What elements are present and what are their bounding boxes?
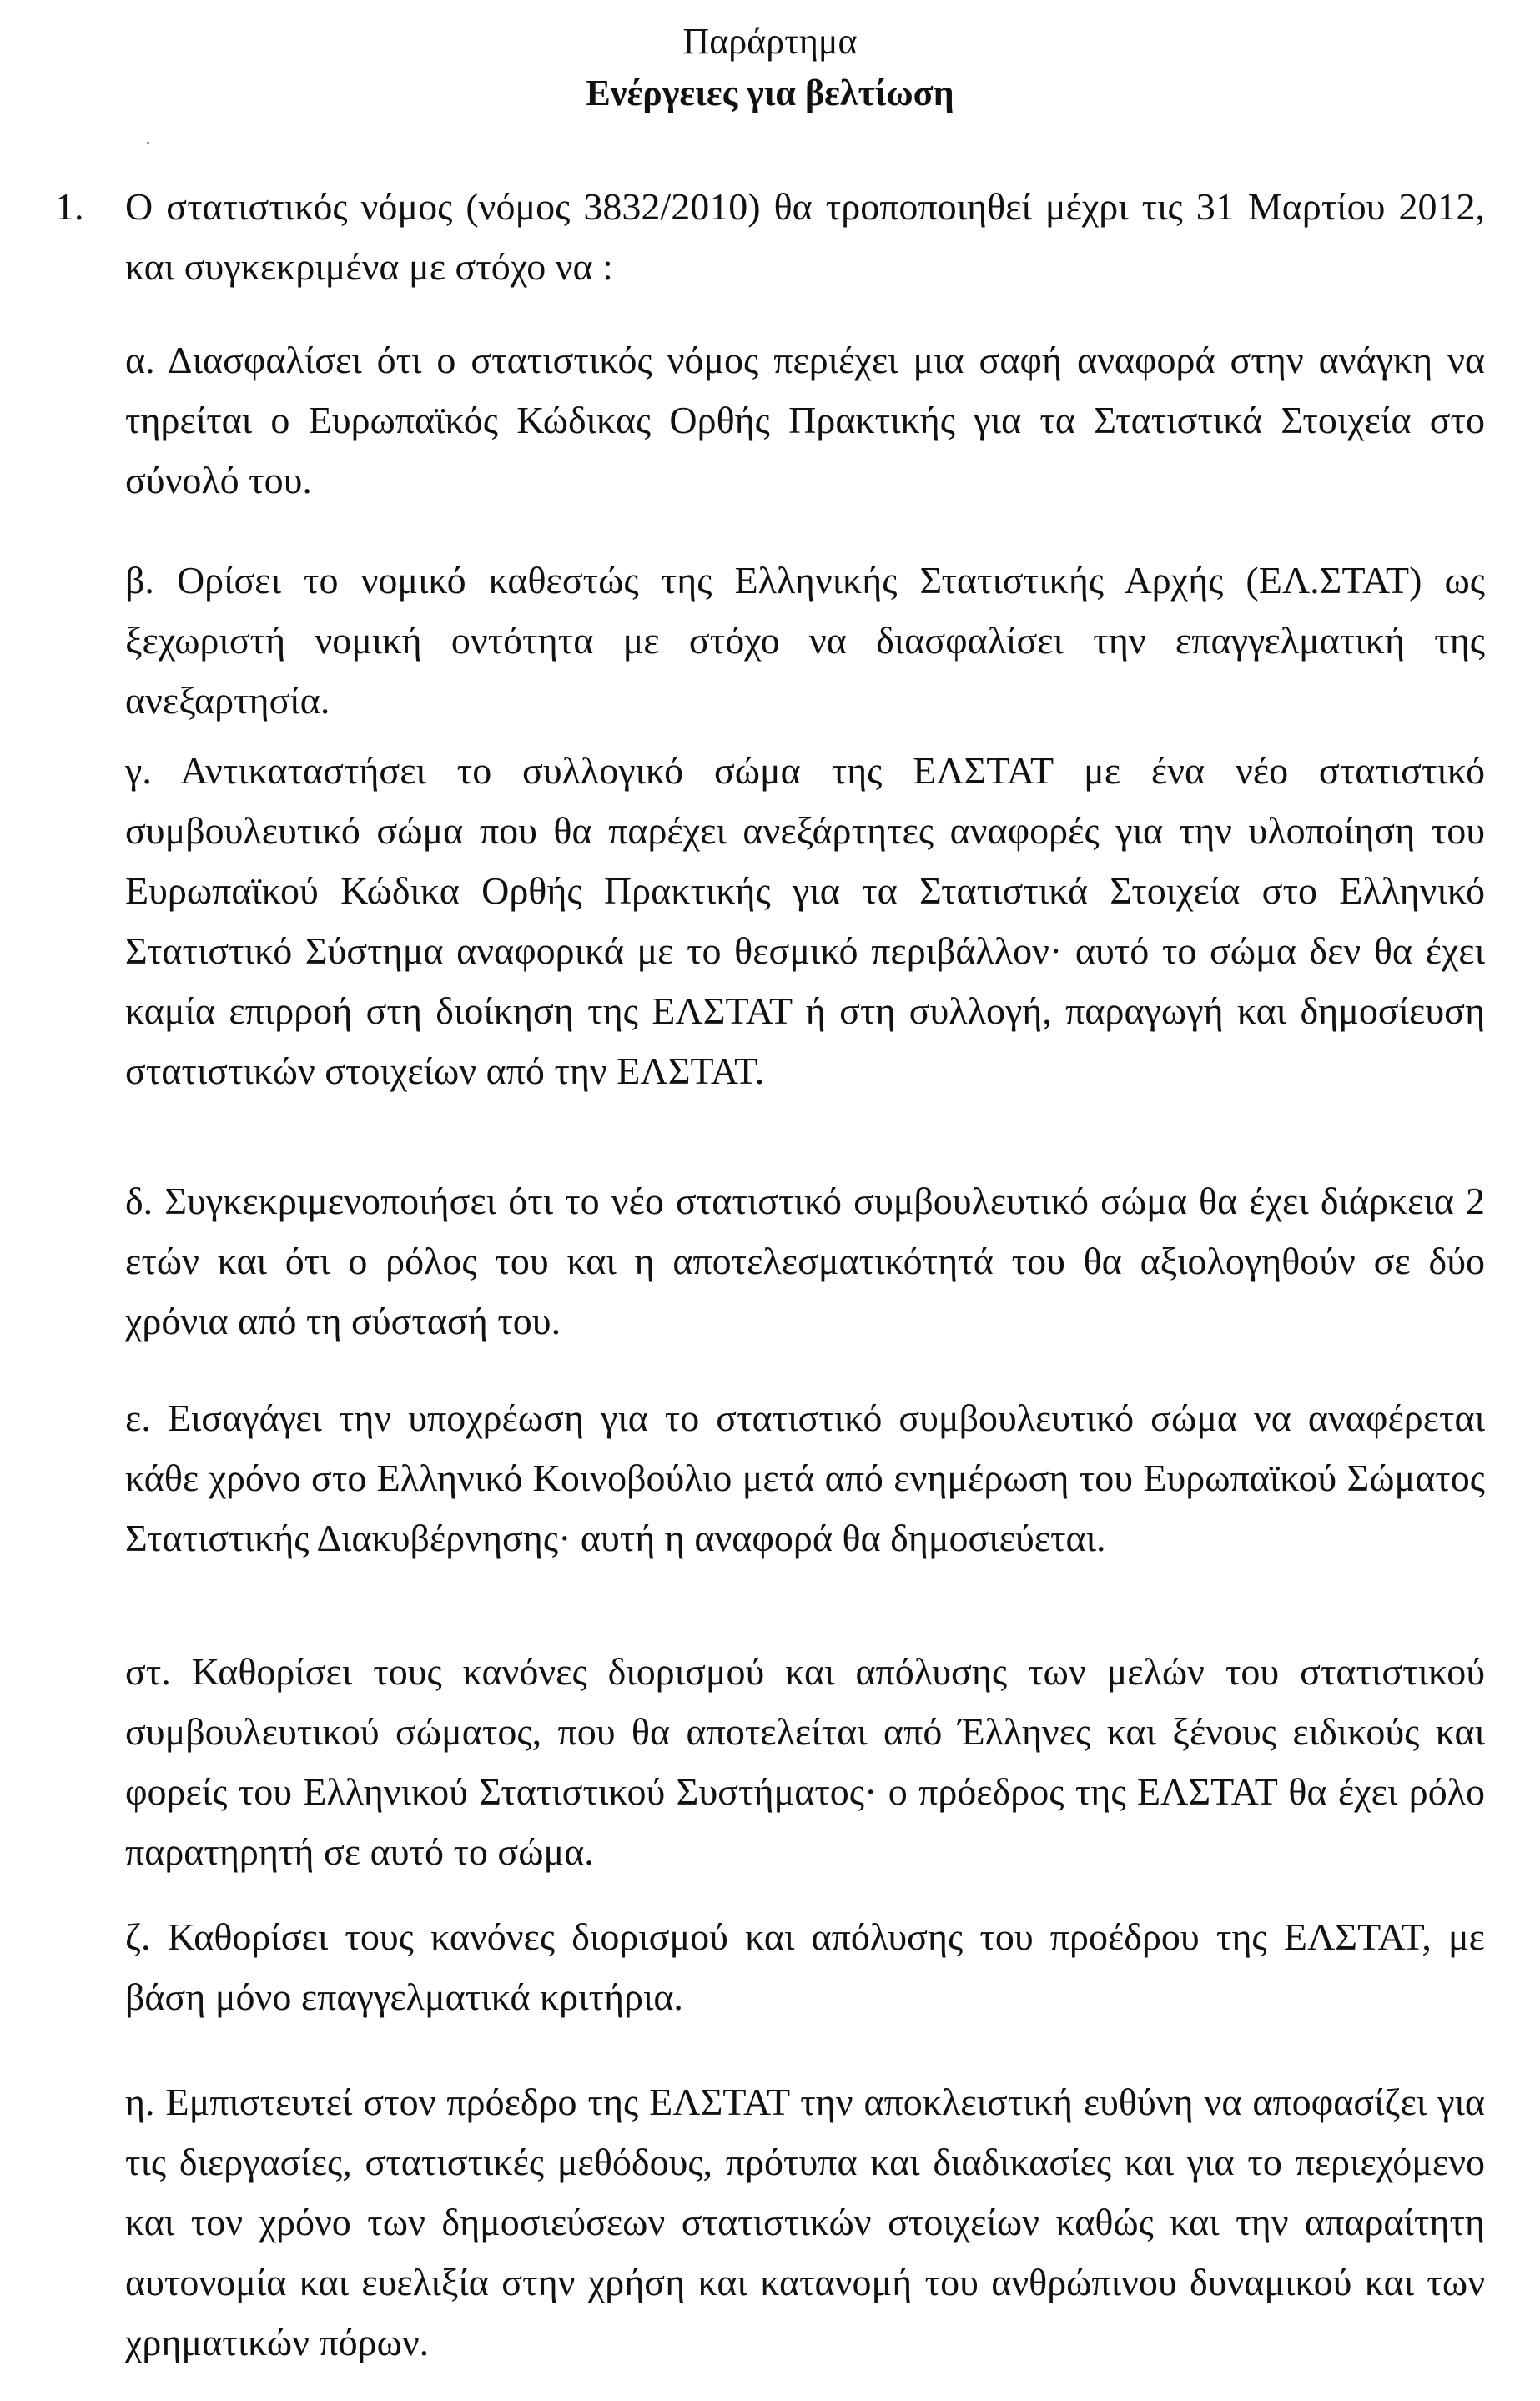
paragraph-text: Καθορίσει τους κανόνες διορισμού και απόλυσης του προέδρου της ΕΛΣΤΑΤ, με βάση μόνο επαγγελματικά κριτήρια. bbox=[125, 1915, 1486, 2018]
annex-subtitle: Ενέργειες για βελτίωση bbox=[586, 73, 954, 113]
paragraph-label: ε. bbox=[125, 1397, 151, 1439]
paragraph-delta bbox=[125, 1171, 1485, 1352]
paragraph-label: δ. bbox=[125, 1180, 153, 1222]
paragraph-gamma bbox=[125, 741, 1485, 1101]
paragraph-text: Εισαγάγει την υποχρέωση για το στατιστικό συμβουλευτικό σώμα να αναφέρεται κάθε χρόνο στο Ελληνικό Κοινοβούλιο μετά από ενημέρωση του Ευρωπαϊκού Σώματος Στατιστικής Διακυβέρνησης· αυτή η αναφορά θα δημοσιεύεται. bbox=[125, 1397, 1485, 1559]
scan-speck bbox=[147, 142, 149, 144]
paragraph-text: Αντικαταστήσει το συλλογικό σώμα της ΕΛΣΤΑΤ με ένα νέο στατιστικό συμβουλευτικό σώμα που θα παρέχει ανεξάρτητες αναφορές για την υλοποίηση του Ευρωπαϊκού Κώδικα Ορθής Πρακτικής για τα Στατιστικά Στοιχεία στο Ελληνικό Στατιστικό Σύστημα αναφορικά με το θεσμικό περιβάλλον· αυτό το σώμα δεν θα έχει καμία επιρροή στη διοίκηση της ΕΛΣΤΑΤ ή στη συλλογή, παραγωγή και δημοσίευση στατιστικών στοιχείων από την ΕΛΣΤΑΤ. bbox=[125, 749, 1486, 1092]
paragraph-text: Διασφαλίσει ότι ο στατιστικός νόμος περιέχει μια σαφή αναφορά στην ανάγκη να τηρείται ο Ευρωπαϊκός Κώδικας Ορθής Πρακτικής για τα Στατιστικά Στοιχεία στο σύνολό του. bbox=[125, 339, 1485, 501]
paragraph-text: Συγκεκριμενοποιήσει ότι το νέο στατιστικό συμβουλευτικό σώμα θα έχει διάρκεια 2 ετών και ότι ο ρόλος του και η αποτελεσματικότητά του θα αξιολογηθούν σε δύο χρόνια από τη σύστασή του. bbox=[125, 1180, 1486, 1342]
paragraph-stigma bbox=[125, 1642, 1485, 1882]
paragraph-label: ζ. bbox=[125, 1915, 151, 1958]
paragraph-zeta bbox=[125, 1907, 1485, 2027]
paragraph-label: γ. bbox=[125, 749, 152, 792]
paragraph-eta bbox=[125, 2072, 1485, 2373]
paragraph-label: α. bbox=[125, 339, 155, 381]
paragraph-beta bbox=[125, 551, 1485, 731]
paragraph-text: Ορίσει το νομικό καθεστώς της Ελληνικής Στατιστικής Αρχής (ΕΛ.ΣΤΑΤ) ως ξεχωριστή νομική οντότητα με στόχο να διασφαλίσει την επαγγελματική της ανεξαρτησία. bbox=[125, 559, 1485, 722]
paragraph-label: στ. bbox=[125, 1650, 171, 1693]
paragraph-label: η. bbox=[125, 2081, 155, 2123]
paragraph-text: Εμπιστευτεί στον πρόεδρο της ΕΛΣΤΑΤ την αποκλειστική ευθύνη να αποφασίζει για τις διεργασίες, στατιστικές μεθόδους, πρότυπα και διαδικασίες και για το περιεχόμενο και τον χρόνο των δημοσιεύσεων στατιστικών στοιχείων καθώς και την απαραίτητη αυτονομία και ευελιξία στην χρήση και κατανομή του ανθρώπινου δυναμικού και των χρηματικών πόρων. bbox=[125, 2081, 1485, 2363]
paragraph-label: β. bbox=[125, 559, 154, 602]
item-number: 1. bbox=[55, 185, 84, 228]
item-intro: Ο στατιστικός νόμος (νόμος 3832/2010) θα τροποποιηθεί μέχρι τις 31 Μαρτίου 2012, και συγκεκριμένα με στόχο να : bbox=[125, 185, 1485, 288]
paragraph-epsilon bbox=[125, 1388, 1485, 1568]
annex-title: Παράρτημα bbox=[682, 21, 858, 62]
paragraph-alpha bbox=[125, 330, 1485, 511]
paragraph-text: Καθορίσει τους κανόνες διορισμού και απόλυσης των μελών του στατιστικού συμβουλευτικού σώματος, που θα αποτελείται από Έλληνες και ξένους ειδικούς και φορείς του Ελληνικού Στατιστικού Συστήματος· ο πρόεδρος της ΕΛΣΤΑΤ θα έχει ρόλο παρατηρητή σε αυτό το σώμα. bbox=[125, 1650, 1486, 1873]
